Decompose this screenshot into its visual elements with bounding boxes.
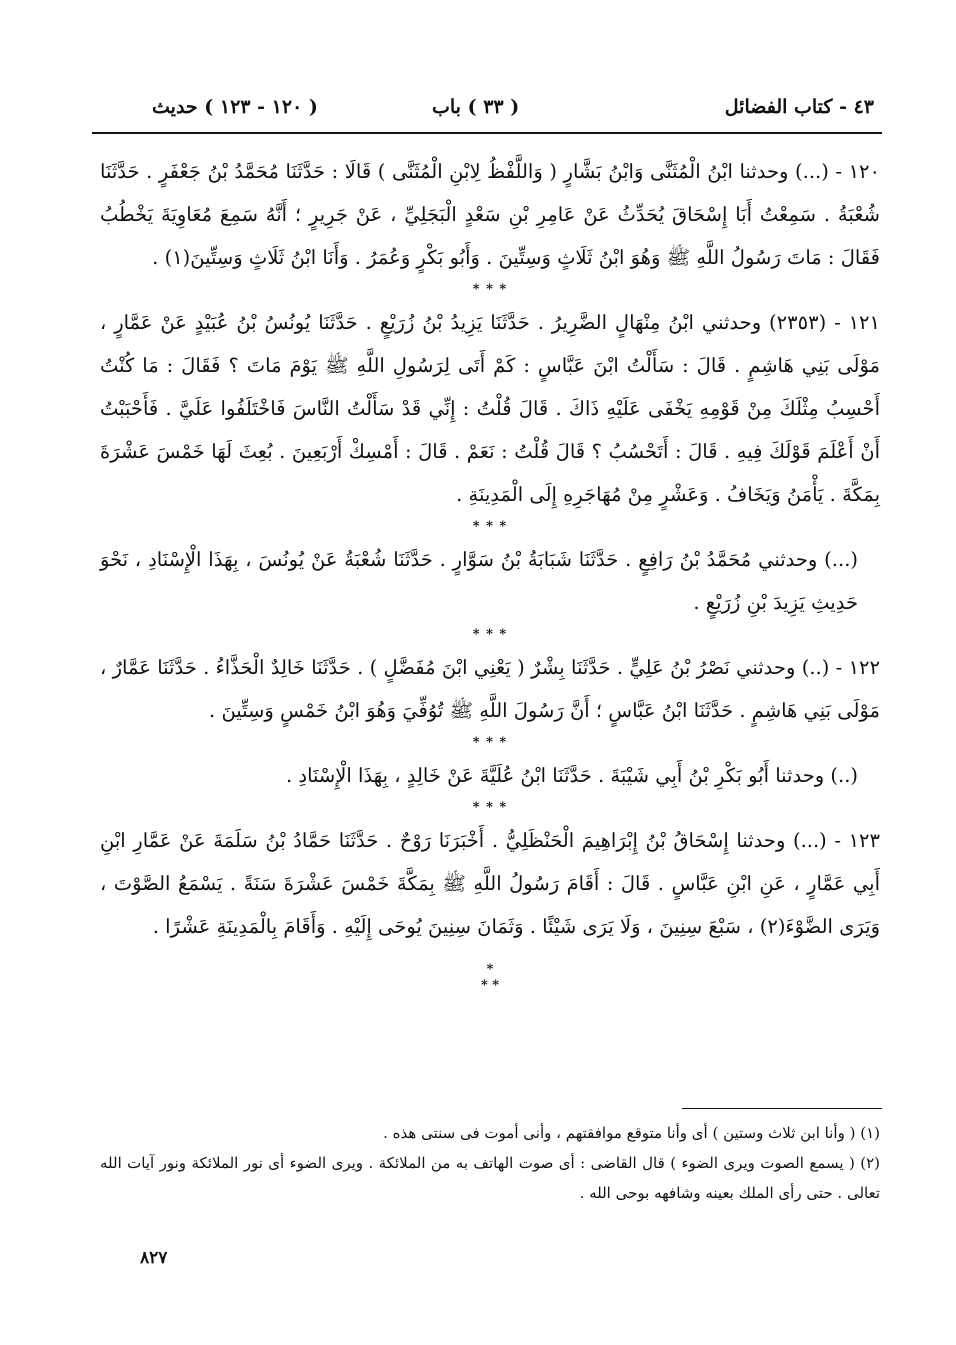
hadith-121-variant: (...) وحدثني مُحَمَّدُ بْنُ رَافِعٍ . حَدَّثَنَا شَبَابَةُ بْنُ سَوَّارٍ . حَدَّثَنَا شُعْبَةُ عَنْ يُونُسَ ، بِهَذَا الْإِسْنَادِ ، نَحْوَ حَدِيثِ يَزِيدَ بْنِ زُرَيْعٍ . <box>100 548 858 614</box>
main-text <box>100 150 880 994</box>
separator-stars: * * * <box>472 800 508 815</box>
footnote-2: (٢) ( يسمع الصوت ويرى الضوء ) قال القاضى : أى صوت الهاتف به من الملائكة . ويرى الضوء أى نور الملائكة ونور آيات الله تعالى . حتى رأى الملك بعينه وشافهه بوحى الله . <box>100 1154 880 1202</box>
hadith-123: ١٢٣ - (...) وحدثنا إِسْحَاقُ بْنُ إِبْرَاهِيمَ الْحَنْظَلِيُّ . أَخْبَرَنَا رَوْحٌ . حَدَّثَنَا حَمَّادُ بْنُ سَلَمَةَ عَنْ عَمَّارِ ابْنِ أَبِي عَمَّارٍ ، عَنِ ابْنِ عَبَّاسٍ . قَالَ : أَقَامَ رَسُولُ اللَّهِ ﷺ بِمَكَّةَ خَمْسَ عَشْرَةَ سَنَةً . يَسْمَعُ الصَّوْتَ ، وَيَرَى الضَّوْءَ(٢) ، سَبْعَ سِنِينَ ، وَلَا يَرَى شَيْئًا . وَثَمَانَ سِنِينَ يُوحَى إِلَيْهِ . وَأَقَامَ بِالْمَدِينَةِ عَشْرًا . <box>100 829 880 938</box>
separator-stars: * * * <box>472 519 508 534</box>
hadith-122: ١٢٢ - (..) وحدثني نَصْرُ بْنُ عَلِيٍّ . حَدَّثَنَا بِشْرٌ ( يَعْنِي ابْنَ مُفَضَّلٍ ) . حَدَّثَنَا خَالِدٌ الْحَذَّاءُ . حَدَّثَنَا عَمَّارٌ ، مَوْلَى بَنِي هَاشِمٍ . حَدَّثَنَا ابْنُ عَبَّاسٍ ؛ أَنَّ رَسُولَ اللَّهِ ﷺ تُوُفِّيَ وَهُوَ ابْنُ خَمْسٍ وَسِتِّينَ . <box>100 656 880 722</box>
running-header <box>92 86 882 130</box>
separator-stars: * * * <box>472 627 508 642</box>
separator-stars: * * * <box>472 735 508 750</box>
hadith-121: ١٢١ - (٢٣٥٣) وحدثني ابْنُ مِنْهَالٍ الضَّرِيرُ . حَدَّثَنَا يَزِيدُ بْنُ زُرَيْعٍ . حَدَّثَنَا يُونُسُ بْنُ عُبَيْدٍ عَنْ عَمَّارٍ ، مَوْلَى بَنِي هَاشِمٍ . قَالَ : سَأَلْتُ ابْنَ عَبَّاسٍ : كَمْ أَتَى لِرَسُولِ اللَّهِ ﷺ يَوْمَ مَاتَ ؟ فَقَالَ : مَا كُنْتُ أَحْسِبُ مِثْلَكَ مِنْ قَوْمِهِ يَخْفَى عَلَيْهِ ذَاكَ . قَالَ قُلْتُ : إِنِّي قَدْ سَأَلْتُ النَّاسَ فَاخْتَلَفُوا عَلَيَّ . فَأَحْبَبْتُ أَنْ أَعْلَمَ قَوْلَكَ فِيهِ . قَالَ : أَتَحْسُبُ ؟ قَالَ قُلْتُ : نَعَمْ . قَالَ : أَمْسِكْ أَرْبَعِينَ . بُعِثَ لَهَا خَمْسَ عَشْرَةَ بِمَكَّةَ . يَأْمَنُ وَيَخَافُ . وَعَشْرٍ مِنْ مُهَاجَرِهِ إِلَى الْمَدِينَةِ . <box>100 311 880 506</box>
header-book-title: ٤٣ - كتاب الفضائل <box>724 96 874 118</box>
footnote-rule <box>682 1108 882 1109</box>
header-chapter: ( ٣٣ ) باب <box>432 96 520 118</box>
separator-stars: * * * <box>472 282 508 297</box>
page-number: ٨٢٧ <box>140 1248 168 1268</box>
header-hadith-range: ( ١٢٠ - ١٢٣ ) حديث <box>152 96 318 118</box>
end-ornament: * * * <box>480 962 500 993</box>
hadith-120: ١٢٠ - (...) وحدثنا ابْنُ الْمُثَنَّى وَابْنُ بَشَّارٍ ( وَاللَّفْظُ لِابْنِ الْمُثَنَّى ) قَالَا : حَدَّثَنَا مُحَمَّدُ بْنُ جَعْفَرٍ . حَدَّثَنَا شُعْبَةُ . سَمِعْتُ أَبَا إِسْحَاقَ يُحَدِّثُ عَنْ عَامِرِ بْنِ سَعْدٍ الْبَجَلِيِّ ، عَنْ جَرِيرٍ ؛ أَنَّهُ سَمِعَ مُعَاوِيَةَ يَخْطُبُ فَقَالَ : مَاتَ رَسُولُ اللَّهِ ﷺ وَهُوَ ابْنُ ثَلَاثٍ وَسِتِّينَ . وَأَبُو بَكْرٍ وَعُمَرُ . وَأَنَا ابْنُ ثَلَاثٍ وَسِتِّينَ(١) . <box>100 160 880 269</box>
footnotes <box>100 1118 880 1208</box>
footnote-1: (١) ( وأنا ابن ثلاث وستين ) أى وأنا متوقع موافقتهم ، وأنى أموت فى سنتى هذه . <box>383 1124 880 1142</box>
hadith-122-variant: (..) وحدثنا أَبُو بَكْرِ بْنُ أَبِي شَيْبَةَ . حَدَّثَنَا ابْنُ عُلَيَّةَ عَنْ خَالِدٍ ، بِهَذَا الْإِسْنَادِ . <box>285 764 858 787</box>
header-rule <box>92 132 882 134</box>
